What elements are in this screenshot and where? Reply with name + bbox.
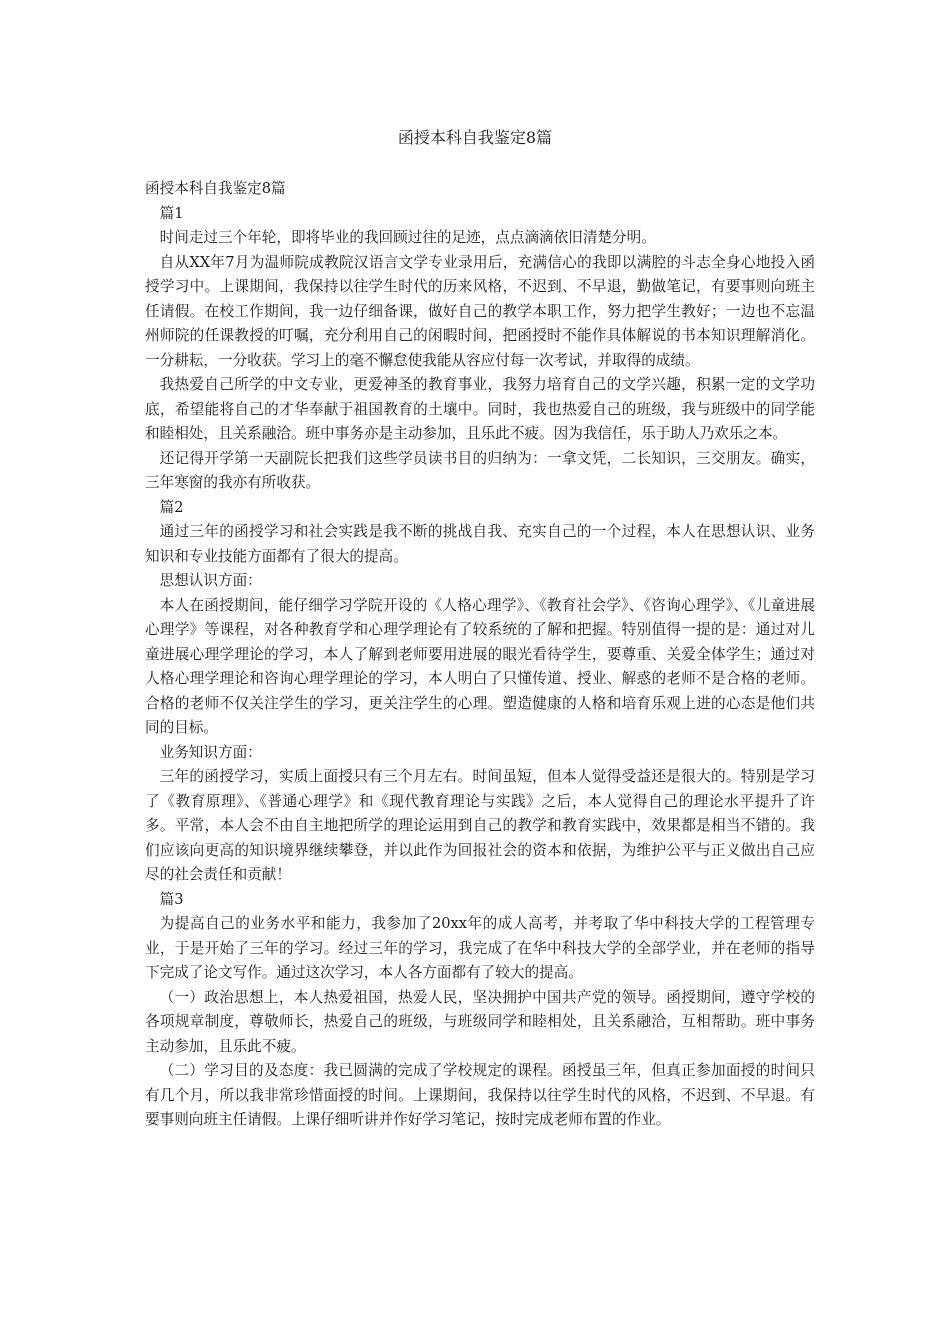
- body-paragraph: 本人在函授期间，能仔细学习学院开设的《人格心理学》、《教育社会学》、《咨询心理学》、《儿童进展心理学》等课程，对各种教育学和心理学理论有了较系统的了解和把握。特别值得一提的是：通过对儿童进展心理学理论的学习，本人了解到老师要用进展的眼光看待学生，要尊重、关爱全体学生；通过对人格心理学理论和咨询心理学理论的学习，本人明白了只懂传道、授业、解惑的老师不是合格的老师。合格的老师不仅关注学生的学习，更关注学生的心理。塑造健康的人格和培育乐观上进的心态是他们共同的目标。: [145, 596, 815, 736]
- body-paragraph: 自从XX年7月为温师院成教院汉语言文学专业录用后，充满信心的我即以满腔的斗志全身心地投入函授学习中。上课期间，我保持以往学生时代的历来风格，不迟到、不早退，勤做笔记，有要事则向班主任请假。在校工作期间，我一边仔细备课，做好自己的教学本职工作，努力把学生教好；一边也不忘温州师院的任课教授的叮嘱，充分利用自己的闲暇时间，把函授时不能作具体解说的书本知识理解消化。一分耕耘，一分收获。学习上的毫不懈怠使我能从容应付每一次考试，并取得的成绩。: [145, 253, 815, 369]
- body-paragraph: 通过三年的函授学习和社会实践是我不断的挑战自我、充实自己的一个过程，本人在思想认识、业务知识和专业技能方面都有了很大的提高。: [145, 523, 815, 565]
- body-paragraph: 时间走过三个年轮，即将毕业的我回顾过往的足迹，点点滴滴依旧清楚分明。: [159, 229, 656, 246]
- body-paragraph: 还记得开学第一天副院长把我们这些学员读书目的归纳为：一拿文凭，二长知识，三交朋友。确实，三年寒窗的我亦有所收获。: [145, 449, 815, 491]
- body-paragraph: （一）政治思想上，本人热爱祖国，热爱人民，坚决拥护中国共产党的领导。函授期间，遵守学校的各项规章制度，尊敬师长，热爱自己的班级，与班级同学和睦相处，且关系融洽，互相帮助。班中事务主动参加，且乐此不疲。: [145, 988, 815, 1055]
- body-paragraph: 业务知识方面：: [159, 743, 262, 761]
- document-body: [145, 177, 815, 1133]
- body-paragraph: 三年的函授学习，实质上面授只有三个月左右。时间虽短，但本人觉得受益还是很大的。特别是学习了《教育原理》、《普通心理学》和《现代教育理论与实践》之后，本人觉得自己的理论水平提升了许多。平常，本人会不由自主地把所学的理论运用到自己的教学和教育实践中，效果都是相当不错的。我们应该向更高的知识境界继续攀登，并以此作为回报社会的资本和依据，为维护公平与正义做出自己应尽的社会责任和贡献！: [145, 768, 815, 883]
- body-paragraph: 函授本科自我鉴定8篇: [145, 180, 286, 197]
- body-paragraph: 篇2: [159, 498, 184, 516]
- body-paragraph: （二）学习目的及态度：我已圆满的完成了学校规定的课程。函授虽三年，但真正参加面授的时间只有几个月，所以我非常珍惜面授的时间。上课期间，我保持以往学生时代的风格，不迟到、不早退。有要事则向班主任请假。上课仔细听讲并作好学习笔记，按时完成老师布置的作业。: [145, 1062, 815, 1128]
- document-title: 函授本科自我鉴定8篇: [397, 128, 553, 147]
- body-paragraph: 我热爱自己所学的中文专业，更爱神圣的教育事业，我努力培育自己的文学兴趣，积累一定的文学功底，希望能将自己的才华奉献于祖国教育的土壤中。同时，我也热爱自己的班级，我与班级中的同学能和睦相处，且关系融洽。班中事务亦是主动参加，且乐此不疲。因为我信任，乐于助人乃欢乐之本。: [145, 376, 815, 442]
- body-paragraph: 为提高自己的业务水平和能力，我参加了20xx年的成人高考，并考取了华中科技大学的工程管理专业，于是开始了三年的学习。经过三年的学习，我完成了在华中科技大学的全部学业，并在老师的指导下完成了论文写作。通过这次学习，本人各方面都有了较大的提高。: [145, 915, 815, 981]
- body-paragraph: 篇1: [159, 204, 184, 222]
- body-paragraph: 篇3: [159, 890, 184, 908]
- body-paragraph: 思想认识方面：: [159, 572, 262, 589]
